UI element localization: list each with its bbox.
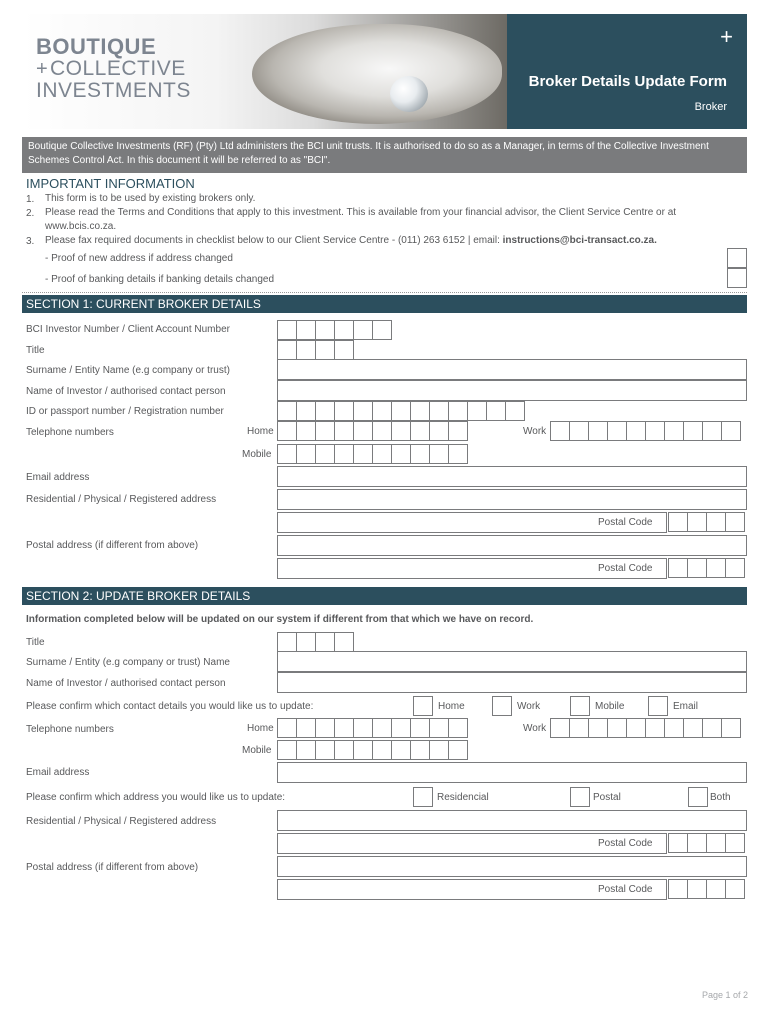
s2-postal-code-label-2: Postal Code xyxy=(598,884,653,895)
s2-mobile-phone-input[interactable] xyxy=(277,740,467,760)
list-item-2: Please read the Terms and Conditions that apply to this investment. This is available from your financial advisor, the Client Service Centre or at xyxy=(45,207,677,218)
s2-name-input[interactable] xyxy=(277,672,747,693)
update-home-checkbox[interactable] xyxy=(413,696,433,716)
residential-input-line1[interactable] xyxy=(277,489,747,510)
mobile-label: Mobile xyxy=(242,449,272,460)
oyster-image xyxy=(252,24,502,124)
list-item-2-cont: www.bcis.co.za. xyxy=(45,221,117,232)
postal-postal-code-input[interactable] xyxy=(668,558,744,578)
telephone-label: Telephone numbers xyxy=(26,427,114,438)
s2-email-label: Email address xyxy=(26,767,90,778)
investor-number-label: BCI Investor Number / Client Account Number xyxy=(26,324,230,335)
work-phone-input[interactable] xyxy=(550,421,740,441)
s2-postal-postal-code-input[interactable] xyxy=(668,879,744,899)
update-email-label: Email xyxy=(673,701,699,712)
company-logo xyxy=(36,36,191,102)
s2-surname-input[interactable] xyxy=(277,651,747,672)
surname-label: Surname / Entity Name (e.g company or trust) xyxy=(26,365,230,376)
logo-line-collective: COLLECTIVE xyxy=(50,57,186,80)
update-postal-label: Postal xyxy=(593,792,621,803)
update-email-checkbox[interactable] xyxy=(648,696,668,716)
surname-input[interactable] xyxy=(277,359,747,380)
intro-text: Boutique Collective Investments (RF) (Pty) Ltd administers the BCI unit trusts. It is authorised to do so as a Manager, in terms of the Collective Investment Schemes Control Act. In this document it will be referred to as "BCI". xyxy=(22,137,747,173)
update-both-checkbox[interactable] xyxy=(688,787,708,807)
checklist-item-banking: - Proof of banking details if banking details changed xyxy=(45,274,275,285)
postal-address-input-line1[interactable] xyxy=(277,535,747,556)
update-work-checkbox[interactable] xyxy=(492,696,512,716)
s2-title-input[interactable] xyxy=(277,632,353,652)
important-heading: IMPORTANT INFORMATION xyxy=(26,176,195,191)
email-link[interactable]: instructions@bci-transact.co.za. xyxy=(502,235,657,246)
s2-residential-label: Residential / Physical / Registered address xyxy=(26,816,217,827)
s2-work-label: Work xyxy=(523,723,547,734)
section2-title: SECTION 2: UPDATE BROKER DETAILS xyxy=(22,587,747,605)
section1-title: SECTION 1: CURRENT BROKER DETAILS xyxy=(22,295,747,313)
form-title: Broker Details Update Form xyxy=(528,73,727,90)
mobile-phone-input[interactable] xyxy=(277,444,467,464)
update-residencial-checkbox[interactable] xyxy=(413,787,433,807)
update-both-label: Both xyxy=(710,792,731,803)
s2-postal-address-label: Postal address (if different from above) xyxy=(26,862,199,873)
s2-title-label: Title xyxy=(26,637,45,648)
list-item-3: Please fax required documents in checklist below to our Client Service Centre - (011) 263 6152 | email: instructions@bci-transact.co.za. xyxy=(45,235,657,246)
id-label: ID or passport number / Registration number xyxy=(26,406,224,417)
brand-cross-icon: + xyxy=(720,24,733,49)
list-item-1: This form is to be used by existing brokers only. xyxy=(45,193,256,204)
postal-address-label: Postal address (if different from above) xyxy=(26,540,199,551)
s2-work-phone-input[interactable] xyxy=(550,718,740,738)
s2-email-input[interactable] xyxy=(277,762,747,783)
s2-home-label: Home xyxy=(247,723,274,734)
checklist-checkbox-banking[interactable] xyxy=(727,268,747,288)
section-divider xyxy=(22,292,747,294)
postal-code-label: Postal Code xyxy=(598,517,653,528)
logo-cross-icon: + xyxy=(36,58,49,80)
section2-info: Information completed below will be updated on our system if different from that which we have on record. xyxy=(26,614,534,625)
checklist-item-address: - Proof of new address if address changed xyxy=(45,253,233,264)
page-number: Page 1 of 2 xyxy=(701,990,748,1000)
update-mobile-label: Mobile xyxy=(595,701,625,712)
home-label: Home xyxy=(247,426,274,437)
logo-line-investments: INVESTMENTS xyxy=(36,79,191,102)
update-postal-checkbox[interactable] xyxy=(570,787,590,807)
work-label: Work xyxy=(523,426,547,437)
list-num-3: 3. xyxy=(26,236,35,247)
id-input[interactable] xyxy=(277,401,524,421)
pearl-image xyxy=(390,76,428,112)
s2-telephone-label: Telephone numbers xyxy=(26,724,114,735)
residential-postal-code-input[interactable] xyxy=(668,512,744,532)
title-input[interactable] xyxy=(277,340,353,360)
investor-number-input[interactable] xyxy=(277,320,391,340)
email-label: Email address xyxy=(26,472,90,483)
name-label: Name of Investor / authorised contact person xyxy=(26,386,226,397)
s2-name-label: Name of Investor / authorised contact person xyxy=(26,678,226,689)
residential-label: Residential / Physical / Registered address xyxy=(26,494,217,505)
update-mobile-checkbox[interactable] xyxy=(570,696,590,716)
home-phone-input[interactable] xyxy=(277,421,467,441)
s2-postal-address-input-line1[interactable] xyxy=(277,856,747,877)
title-label: Title xyxy=(26,345,45,356)
postal-code-label-2: Postal Code xyxy=(598,563,653,574)
s2-home-phone-input[interactable] xyxy=(277,718,467,738)
s2-mobile-label: Mobile xyxy=(242,745,272,756)
email-input[interactable] xyxy=(277,466,747,487)
update-work-label: Work xyxy=(517,701,541,712)
update-home-label: Home xyxy=(438,701,465,712)
list-num-1: 1. xyxy=(26,194,35,205)
update-residencial-label: Residencial xyxy=(437,792,489,803)
checklist-checkbox-address[interactable] xyxy=(727,248,747,268)
s2-surname-label: Surname / Entity (e.g company or trust) Name xyxy=(26,657,230,668)
list-num-2: 2. xyxy=(26,208,35,219)
confirm-address-label: Please confirm which address you would like us to update: xyxy=(26,792,286,803)
name-input[interactable] xyxy=(277,380,747,401)
s2-residential-input-line1[interactable] xyxy=(277,810,747,831)
s2-residential-postal-code-input[interactable] xyxy=(668,833,744,853)
title-panel xyxy=(507,14,747,129)
confirm-contact-label: Please confirm which contact details you would like us to update: xyxy=(26,701,314,712)
logo-banner xyxy=(22,14,507,129)
logo-line-boutique: BOUTIQUE xyxy=(36,34,157,59)
form-subtitle: Broker xyxy=(694,101,727,113)
s2-postal-code-label: Postal Code xyxy=(598,838,653,849)
